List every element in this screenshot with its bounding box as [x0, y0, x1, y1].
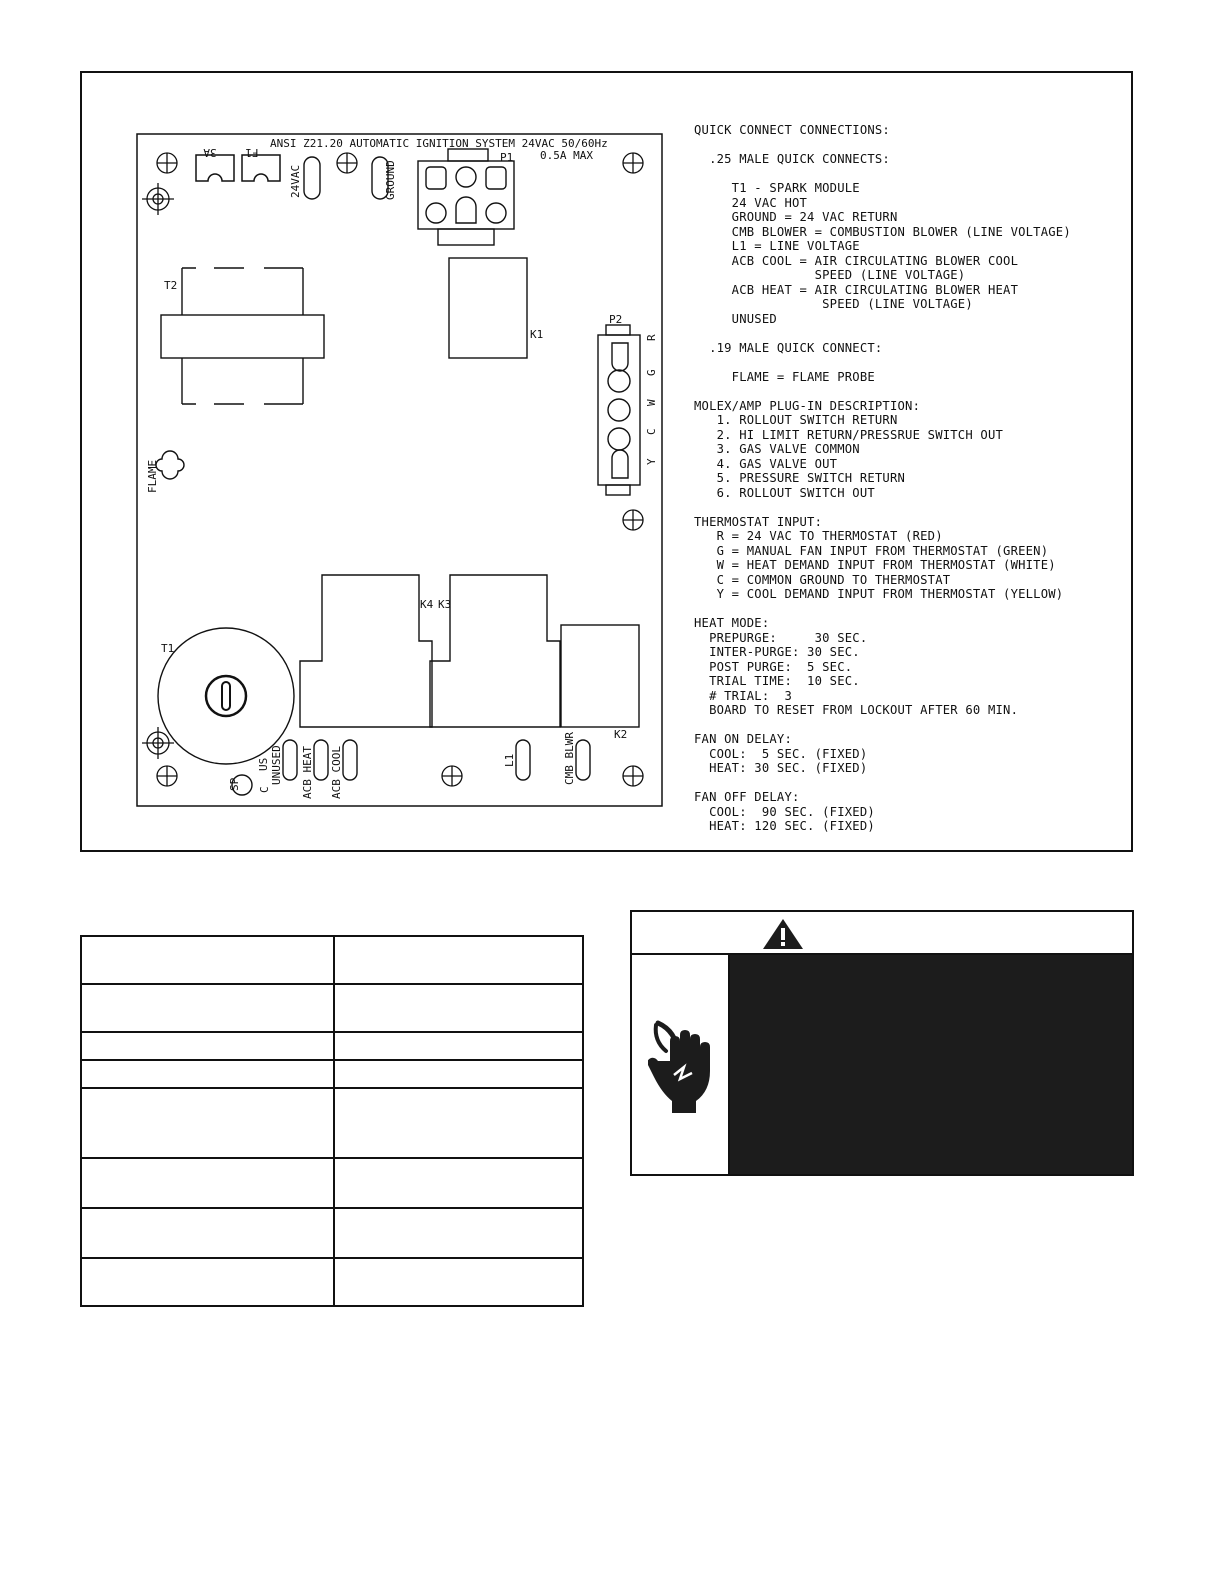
terminal-24vac-label: 24VAC: [289, 164, 302, 198]
table-cell: [334, 1258, 583, 1306]
wiring-diagram-frame: [80, 71, 1133, 852]
warning-triangle-icon: [762, 918, 804, 950]
note-line: FAN ON DELAY:: [694, 732, 792, 746]
note-line: INTER-PURGE: 30 SEC.: [694, 645, 860, 659]
note-line: G = MANUAL FAN INPUT FROM THERMOSTAT (GREEN): [694, 543, 1049, 558]
note-line: COOL: 90 SEC. (FIXED): [694, 804, 875, 819]
note-line: [694, 776, 1124, 791]
relay-k4: [300, 575, 432, 727]
relay-k2: [561, 625, 639, 727]
note-line: 24 VAC HOT: [694, 195, 808, 210]
note-line: R = 24 VAC TO THERMOSTAT (RED): [694, 529, 943, 543]
cert-mark-us: US: [257, 757, 270, 771]
table-cell: [81, 1032, 334, 1060]
note-line: 1. ROLLOUT SWITCH RETURN: [694, 413, 898, 427]
connection-notes: [694, 123, 1124, 834]
note-line: HEAT: 120 SEC. (FIXED): [694, 819, 875, 833]
board-outline: [137, 134, 662, 806]
note-line: GROUND = 24 VAC RETURN: [694, 210, 898, 224]
note-line: L1 = LINE VOLTAGE: [694, 239, 860, 253]
spec-table: [80, 935, 584, 1307]
table-cell: [334, 1158, 583, 1208]
note-line: HEAT: 30 SEC. (FIXED): [694, 761, 868, 775]
note-line: [694, 326, 1124, 341]
note-line: [694, 167, 1124, 182]
thermostat-terminal-g: G: [645, 369, 658, 376]
fuse-rating-label: 3A: [203, 146, 217, 159]
table-cell: [81, 1258, 334, 1306]
note-line: QUICK CONNECT CONNECTIONS:: [694, 123, 890, 137]
note-line: [694, 138, 1124, 153]
note-line: SPEED (LINE VOLTAGE): [694, 297, 973, 311]
note-line: ACB HEAT = AIR CIRCULATING BLOWER HEAT: [694, 282, 1019, 297]
note-line: .19 MALE QUICK CONNECT:: [694, 340, 883, 355]
note-line: 3. GAS VALVE COMMON: [694, 442, 860, 456]
flame-terminal: [156, 451, 184, 479]
table-cell: [81, 1088, 334, 1158]
table-cell: [81, 936, 334, 984]
note-line: [694, 602, 1124, 617]
note-line: 4. GAS VALVE OUT: [694, 456, 838, 471]
relay-k1-label: K1: [530, 328, 544, 341]
cert-mark-sp: SP: [228, 777, 241, 791]
note-line: T1 - SPARK MODULE: [694, 181, 860, 195]
flame-terminal-label: FLAME: [146, 459, 159, 493]
table-row: [81, 936, 583, 984]
connector-p2: [598, 325, 640, 495]
note-line: POST PURGE: 5 SEC.: [694, 659, 853, 674]
spark-module-t1-label: T1: [161, 642, 175, 655]
table-cell: [81, 1208, 334, 1258]
terminal-acb-cool-label: ACB COOL: [330, 746, 343, 799]
terminal-l1-label: L1: [503, 753, 516, 767]
table-cell: [334, 1088, 583, 1158]
connector-p2-label: P2: [609, 313, 623, 326]
warning-icon-cell: [632, 955, 730, 1174]
note-line: FLAME = FLAME PROBE: [694, 369, 875, 384]
relay-k4-label: K4: [420, 598, 434, 611]
note-line: PREPURGE: 30 SEC.: [694, 630, 868, 645]
warning-box: [630, 910, 1134, 1176]
table-cell: [334, 936, 583, 984]
table-row: [81, 1060, 583, 1088]
note-line: Y = COOL DEMAND INPUT FROM THERMOSTAT (YELLOW): [694, 587, 1064, 601]
thermostat-terminal-y: Y: [645, 458, 658, 465]
table-row: [81, 1088, 583, 1158]
note-line: [694, 355, 1124, 370]
cert-mark-c: C: [258, 786, 271, 793]
note-line: [694, 384, 1124, 399]
electrical-shock-hand-icon: [648, 1017, 714, 1113]
fuse-label: F1: [245, 146, 259, 159]
table-cell: [334, 1208, 583, 1258]
note-line: MOLEX/AMP PLUG-IN DESCRIPTION:: [694, 398, 921, 413]
note-line: COOL: 5 SEC. (FIXED): [694, 746, 868, 761]
table-cell: [334, 1032, 583, 1060]
table-row: [81, 1208, 583, 1258]
table-row: [81, 984, 583, 1032]
note-line: HEAT MODE:: [694, 616, 770, 630]
table-cell: [334, 1060, 583, 1088]
terminal-24vac: [304, 157, 320, 199]
terminal-ground-label: GROUND: [384, 160, 397, 200]
note-line: UNUSED: [694, 311, 777, 326]
table-cell: [81, 984, 334, 1032]
warning-header: [632, 912, 1132, 955]
spark-module-t1: [158, 628, 294, 764]
relay-k1: [449, 258, 527, 358]
table-row: [81, 1158, 583, 1208]
connector-p1-label: P1: [500, 151, 514, 164]
note-line: TRIAL TIME: 10 SEC.: [694, 674, 860, 688]
thermostat-terminal-w: W: [645, 399, 658, 406]
note-line: SPEED (LINE VOLTAGE): [694, 268, 966, 282]
note-line: 6. ROLLOUT SWITCH OUT: [694, 485, 875, 500]
note-line: THERMOSTAT INPUT:: [694, 514, 823, 529]
table-row: [81, 1032, 583, 1060]
thermostat-terminal-r: R: [645, 334, 658, 341]
board-header-sub: 0.5A MAX: [540, 149, 593, 162]
transformer-t2-label: T2: [164, 279, 178, 292]
terminal-unused-label: UNUSED: [270, 745, 283, 785]
table-cell: [81, 1158, 334, 1208]
thermostat-terminal-c: C: [645, 428, 658, 435]
board-header: ANSI Z21.20 AUTOMATIC IGNITION SYSTEM 24VAC 50/60Hz: [270, 137, 608, 150]
note-line: 2. HI LIMIT RETURN/PRESSRUE SWITCH OUT: [694, 427, 1004, 442]
table-cell: [81, 1060, 334, 1088]
note-line: CMB BLOWER = COMBUSTION BLOWER (LINE VOLTAGE): [694, 224, 1071, 239]
note-line: [694, 718, 1124, 733]
transformer-t2: [161, 268, 324, 404]
warning-message-body: [730, 955, 1132, 1174]
note-line: ACB COOL = AIR CIRCULATING BLOWER COOL: [694, 253, 1019, 268]
table-cell: [334, 984, 583, 1032]
terminal-cmb-blwr-label: CMB BLWR: [563, 732, 576, 785]
t1-knob-slot: [222, 682, 230, 710]
note-line: # TRIAL: 3: [694, 688, 792, 703]
note-line: C = COMMON GROUND TO THERMOSTAT: [694, 572, 951, 587]
terminal-acb-heat-label: ACB HEAT: [301, 746, 314, 799]
note-line: [694, 500, 1124, 515]
table-row: [81, 1258, 583, 1306]
relay-k3-label: K3: [438, 598, 452, 611]
note-line: .25 MALE QUICK CONNECTS:: [694, 152, 890, 166]
note-line: W = HEAT DEMAND INPUT FROM THERMOSTAT (WHITE): [694, 558, 1056, 572]
relay-k2-label: K2: [614, 728, 628, 741]
note-line: FAN OFF DELAY:: [694, 790, 800, 804]
note-line: 5. PRESSURE SWITCH RETURN: [694, 471, 906, 485]
note-line: BOARD TO RESET FROM LOCKOUT AFTER 60 MIN.: [694, 703, 1019, 717]
